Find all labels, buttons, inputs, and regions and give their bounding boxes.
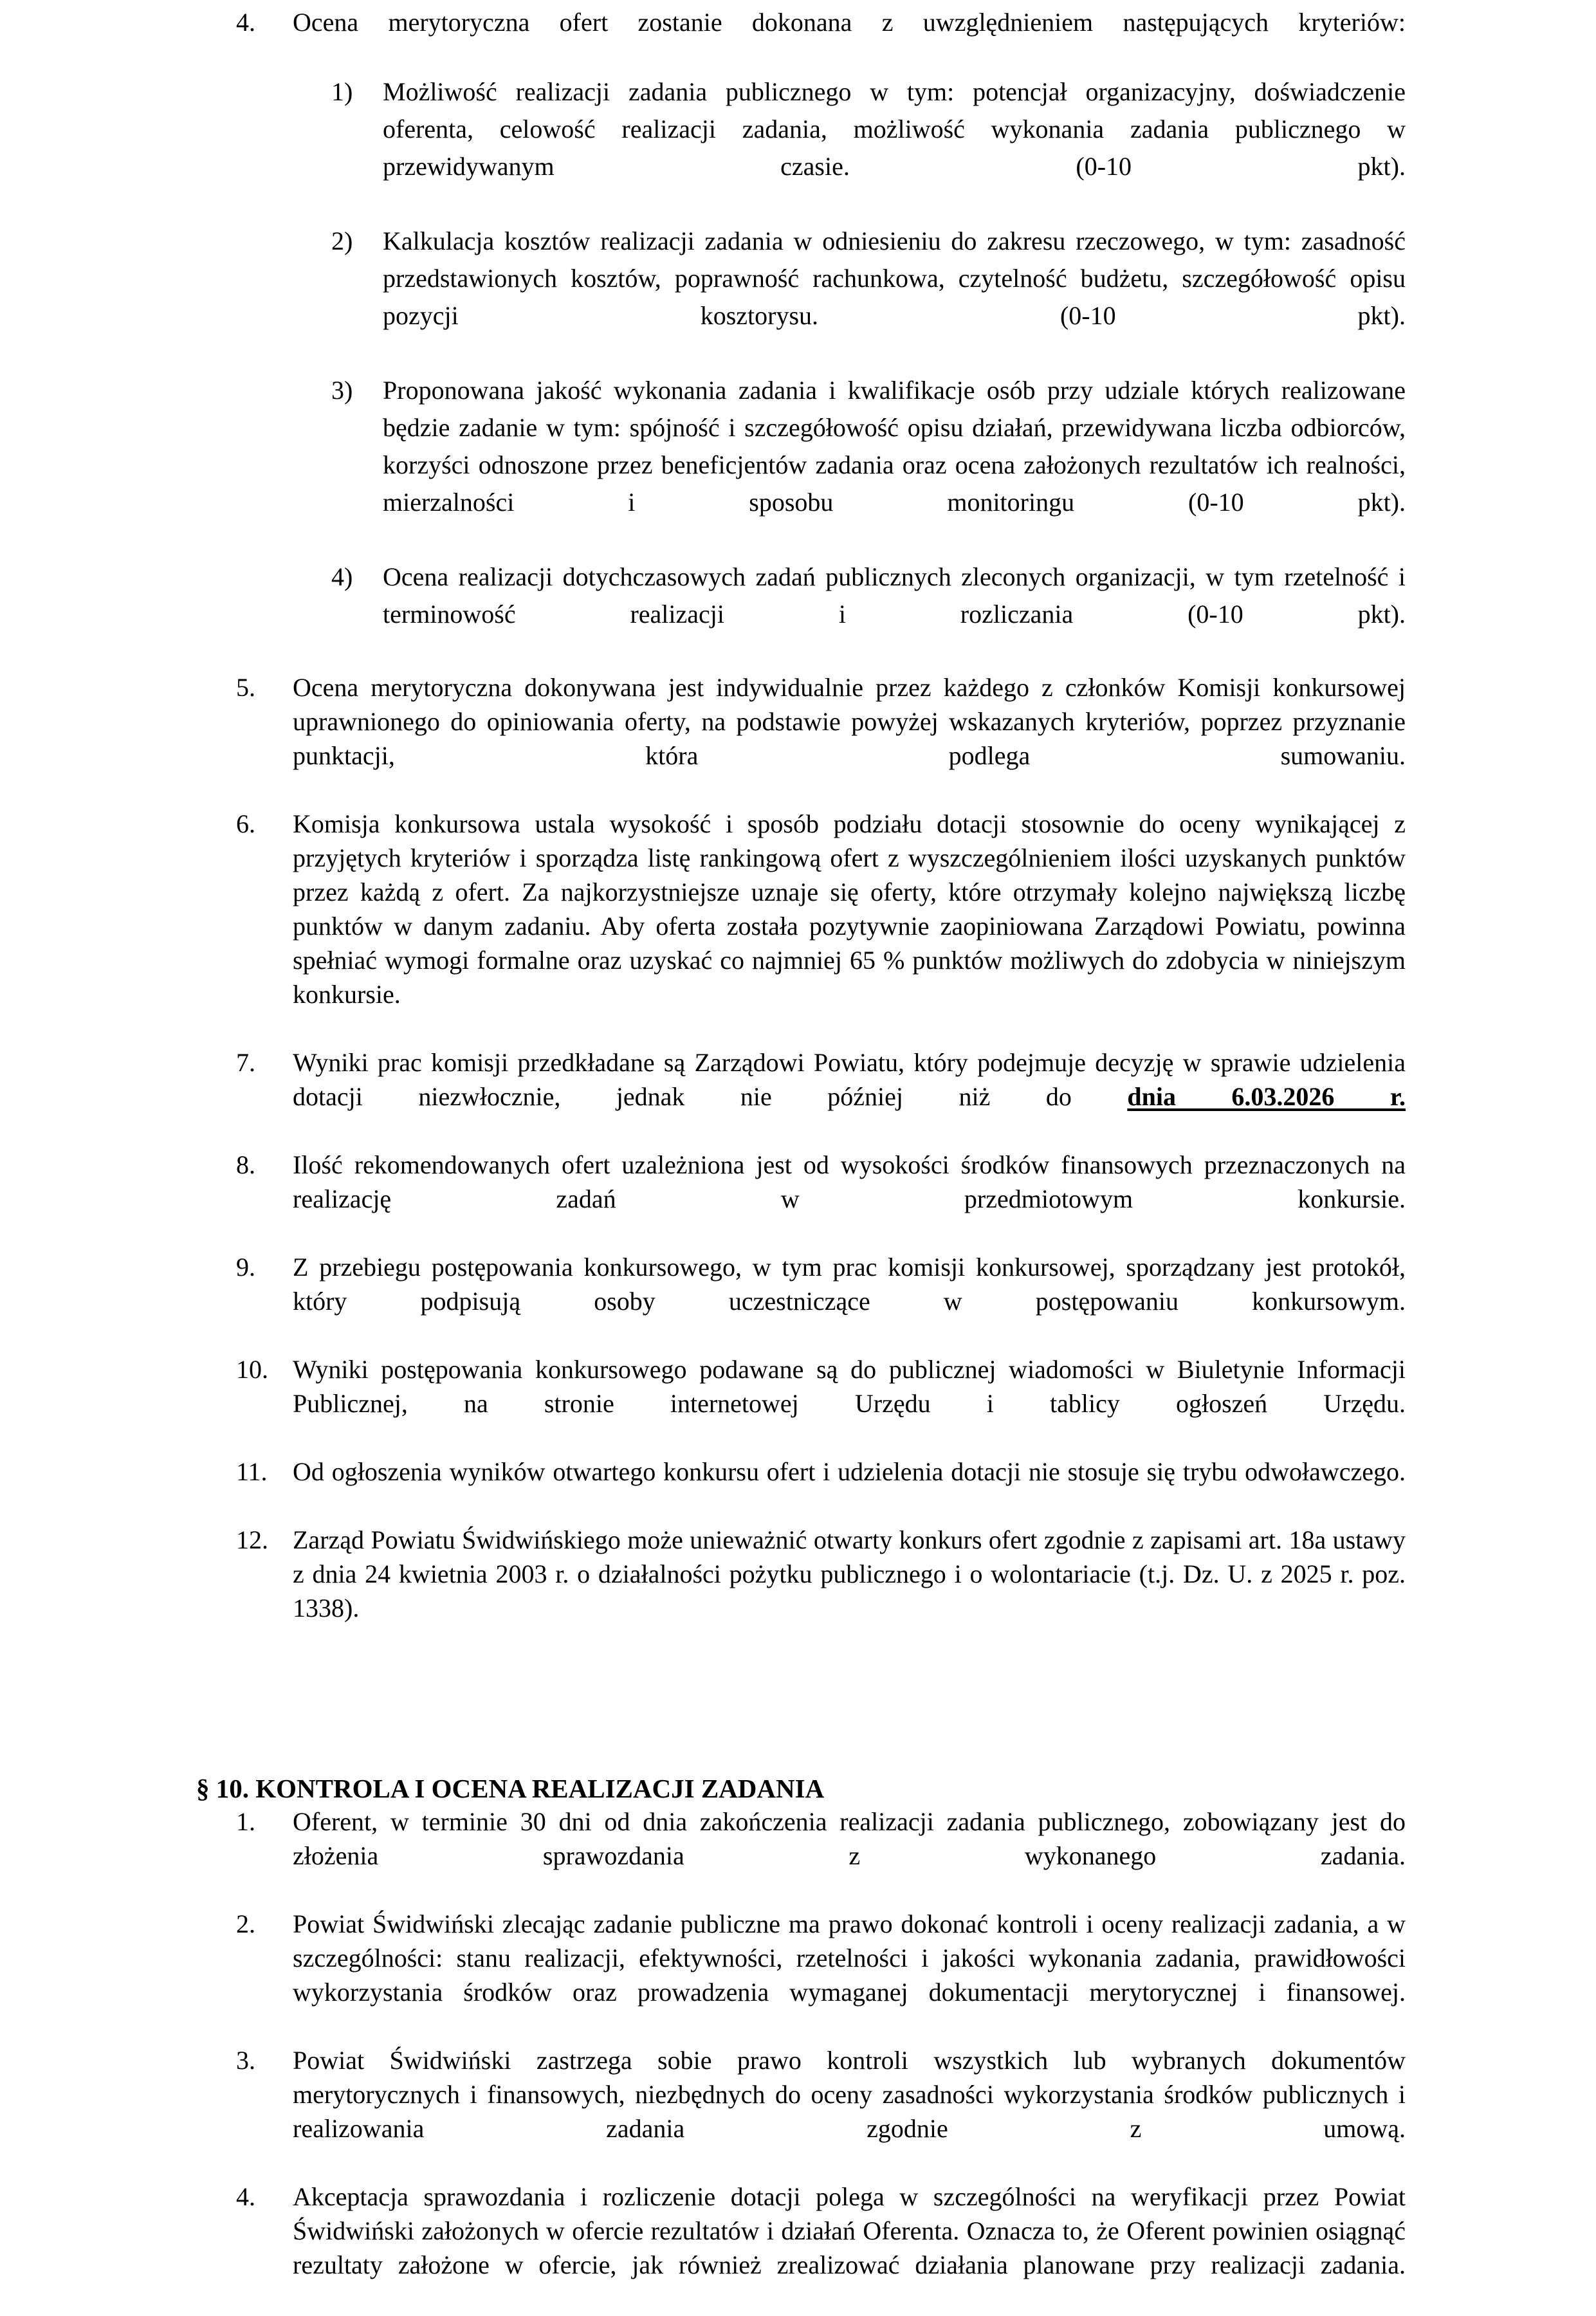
sub-list-item-text: Ocena realizacji dotychczasowych zadań publicznych zleconych organizacji, w tym rzetelność i terminowość realizacji i rozliczania (0-10 pkt). bbox=[383, 562, 1406, 629]
deadline-date: dnia 6.03.2026 r. bbox=[1127, 1082, 1406, 1111]
list-marker: 12. bbox=[236, 1525, 268, 1554]
list-item bbox=[236, 1805, 1406, 1907]
sub-list-item bbox=[331, 223, 1406, 372]
list-item-text: Powiat Świdwiński zlecając zadanie publiczne ma prawo dokonać kontroli i oceny realizacji zadania, a w szczególności: stanu realizacji, efektywności, rzetelności i jakości wykonania zadania, prawidłowości wykorzystania środków oraz prowadzenia wymaganej dokumentacji merytorycznej i finansowej. bbox=[293, 1909, 1406, 2007]
list-item bbox=[236, 670, 1406, 807]
list-item-text: Ilość rekomendowanych ofert uzależniona jest od wysokości środków finansowych przeznaczonych na realizację zadań w przedmiotowym konkursie. bbox=[293, 1150, 1406, 1213]
sub-list-marker: 4) bbox=[331, 562, 353, 591]
list-marker: 6. bbox=[236, 809, 255, 838]
list-item bbox=[236, 1907, 1406, 2043]
list-marker: 1. bbox=[236, 1807, 255, 1836]
list-item bbox=[236, 2180, 1406, 2316]
sub-list-item bbox=[331, 73, 1406, 223]
list-item bbox=[236, 807, 1406, 1045]
list-item bbox=[236, 1523, 1406, 1659]
list-item bbox=[236, 5, 1406, 73]
list-marker: 7. bbox=[236, 1048, 255, 1077]
list-item bbox=[236, 2043, 1406, 2180]
sub-list-item-text: Możliwość realizacji zadania publicznego w tym: potencjał organizacyjny, doświadczenie oferenta, celowość realizacji zadania, możliwość wykonania zadania publicznego w przewidywanym czasie. (0-10 pkt). bbox=[383, 77, 1406, 181]
list-item bbox=[236, 1455, 1406, 1523]
sub-list-item-text: Kalkulacja kosztów realizacji zadania w odniesieniu do zakresu rzeczowego, w tym: zasadność przedstawionych kosztów, poprawność rachunkowa, czytelność budżetu, szczegółowość opisu pozycji kosztorysu. (0-10 pkt). bbox=[383, 226, 1406, 330]
list-marker: 2. bbox=[236, 1909, 255, 1938]
list-marker: 3. bbox=[236, 2046, 255, 2075]
sub-list-item bbox=[331, 558, 1406, 670]
list-item-text-lead: Wyniki prac komisji przedkładane są Zarządowi Powiatu, który podejmuje decyzję w sprawie udzielenia dotacji niezwłocznie, jednak nie później niż do bbox=[293, 1048, 1406, 1111]
list-marker: 11. bbox=[236, 1457, 268, 1486]
list-item-text bbox=[293, 1045, 1406, 1148]
list-item-text: Zarząd Powiatu Świdwińskiego może unieważnić otwarty konkurs ofert zgodnie z zapisami art. 18a ustawy z dnia 24 kwietnia 2003 r. o działalności pożytku publicznego i o wolontariacie (t.j. Dz. U. z 2025 r. poz. 1338). bbox=[293, 1525, 1406, 1622]
list-item-text: Akceptacja sprawozdania i rozliczenie dotacji polega w szczególności na weryfikacji przez Powiat Świdwiński założonych w ofercie rezultatów i działań Oferenta. Oznacza to, że Oferent powinien osiągnąć rezultaty założone w ofercie, jak również zrealizować działania planowane przy realizacji zadania. bbox=[293, 2182, 1406, 2279]
list-marker: 8. bbox=[236, 1150, 255, 1179]
list-item bbox=[236, 1250, 1406, 1352]
section-spacer bbox=[196, 1659, 1406, 1772]
list-marker: 4. bbox=[236, 8, 255, 37]
list-item-text: Komisja konkursowa ustala wysokość i sposób podziału dotacji stosownie do oceny wynikającej z przyjętych kryteriów i sporządza listę rankingową ofert z wyszczególnieniem ilości uzyskanych punktów przez każdą z ofert. Za najkorzystniejsze uznaje się oferty, które otrzymały kolejno największą liczbę punktów w danym zadaniu. Aby oferta została pozytywnie zaopiniowana Zarządowi Powiatu, powinna spełniać wymogi formalne oraz uzyskać co najmniej 65 % punktów możliwych do zdobycia w niniejszym konkursie. bbox=[293, 809, 1406, 1009]
list-item bbox=[236, 1148, 1406, 1250]
list-marker: 5. bbox=[236, 673, 255, 702]
list-item-text: Ocena merytoryczna ofert zostanie dokonana z uwzględnieniem następujących kryteriów: bbox=[293, 8, 1406, 37]
list-marker: 10. bbox=[236, 1355, 268, 1384]
list-marker: 9. bbox=[236, 1253, 255, 1282]
list-item-text: Oferent, w terminie 30 dni od dnia zakończenia realizacji zadania publicznego, zobowiązany jest do złożenia sprawozdania z wykonanego zadania. bbox=[293, 1807, 1406, 1870]
sub-list-marker: 2) bbox=[331, 226, 353, 255]
sub-list-item-text: Proponowana jakość wykonania zadania i kwalifikacje osób przy udziale których realizowane będzie zadanie w tym: spójność i szczegółowość opisu działań, przewidywana liczba odbiorców, korzyści odnoszone przez beneficjentów zadania oraz ocena założonych rezultatów ich realności, mierzalności i sposobu monitoringu (0-10 pkt). bbox=[383, 376, 1406, 517]
list-item-text: Od ogłoszenia wyników otwartego konkursu ofert i udzielenia dotacji nie stosuje się trybu odwoławczego. bbox=[293, 1457, 1406, 1486]
list-item bbox=[236, 1045, 1406, 1148]
section-heading: § 10. KONTROLA I OCENA REALIZACJI ZADANIA bbox=[196, 1774, 825, 1803]
list-item-text: Powiat Świdwiński zastrzega sobie prawo kontroli wszystkich lub wybranych dokumentów merytorycznych i finansowych, niezbędnych do oceny zasadności wykorzystania środków publicznych i realizowania zadania zgodnie z umową. bbox=[293, 2046, 1406, 2143]
sub-list-item bbox=[331, 372, 1406, 558]
list-item bbox=[236, 1352, 1406, 1455]
list-item-text: Z przebiegu postępowania konkursowego, w tym prac komisji konkursowej, sporządzany jest protokół, który podpisują osoby uczestniczące w postępowaniu konkursowym. bbox=[293, 1253, 1406, 1316]
sub-list-marker: 1) bbox=[331, 77, 353, 106]
list-item-text: Wyniki postępowania konkursowego podawane są do publicznej wiadomości w Biuletynie Informacji Publicznej, na stronie internetowej Urzędu i tablicy ogłoszeń Urzędu. bbox=[293, 1355, 1406, 1418]
sub-list-marker: 3) bbox=[331, 376, 353, 405]
list-item-text: Ocena merytoryczna dokonywana jest indywidualnie przez każdego z członków Komisji konkursowej uprawnionego do opiniowania oferty, na podstawie powyżej wskazanych kryteriów, poprzez przyznanie punktacji, która podlega sumowaniu. bbox=[293, 673, 1406, 770]
list-marker: 4. bbox=[236, 2182, 255, 2211]
